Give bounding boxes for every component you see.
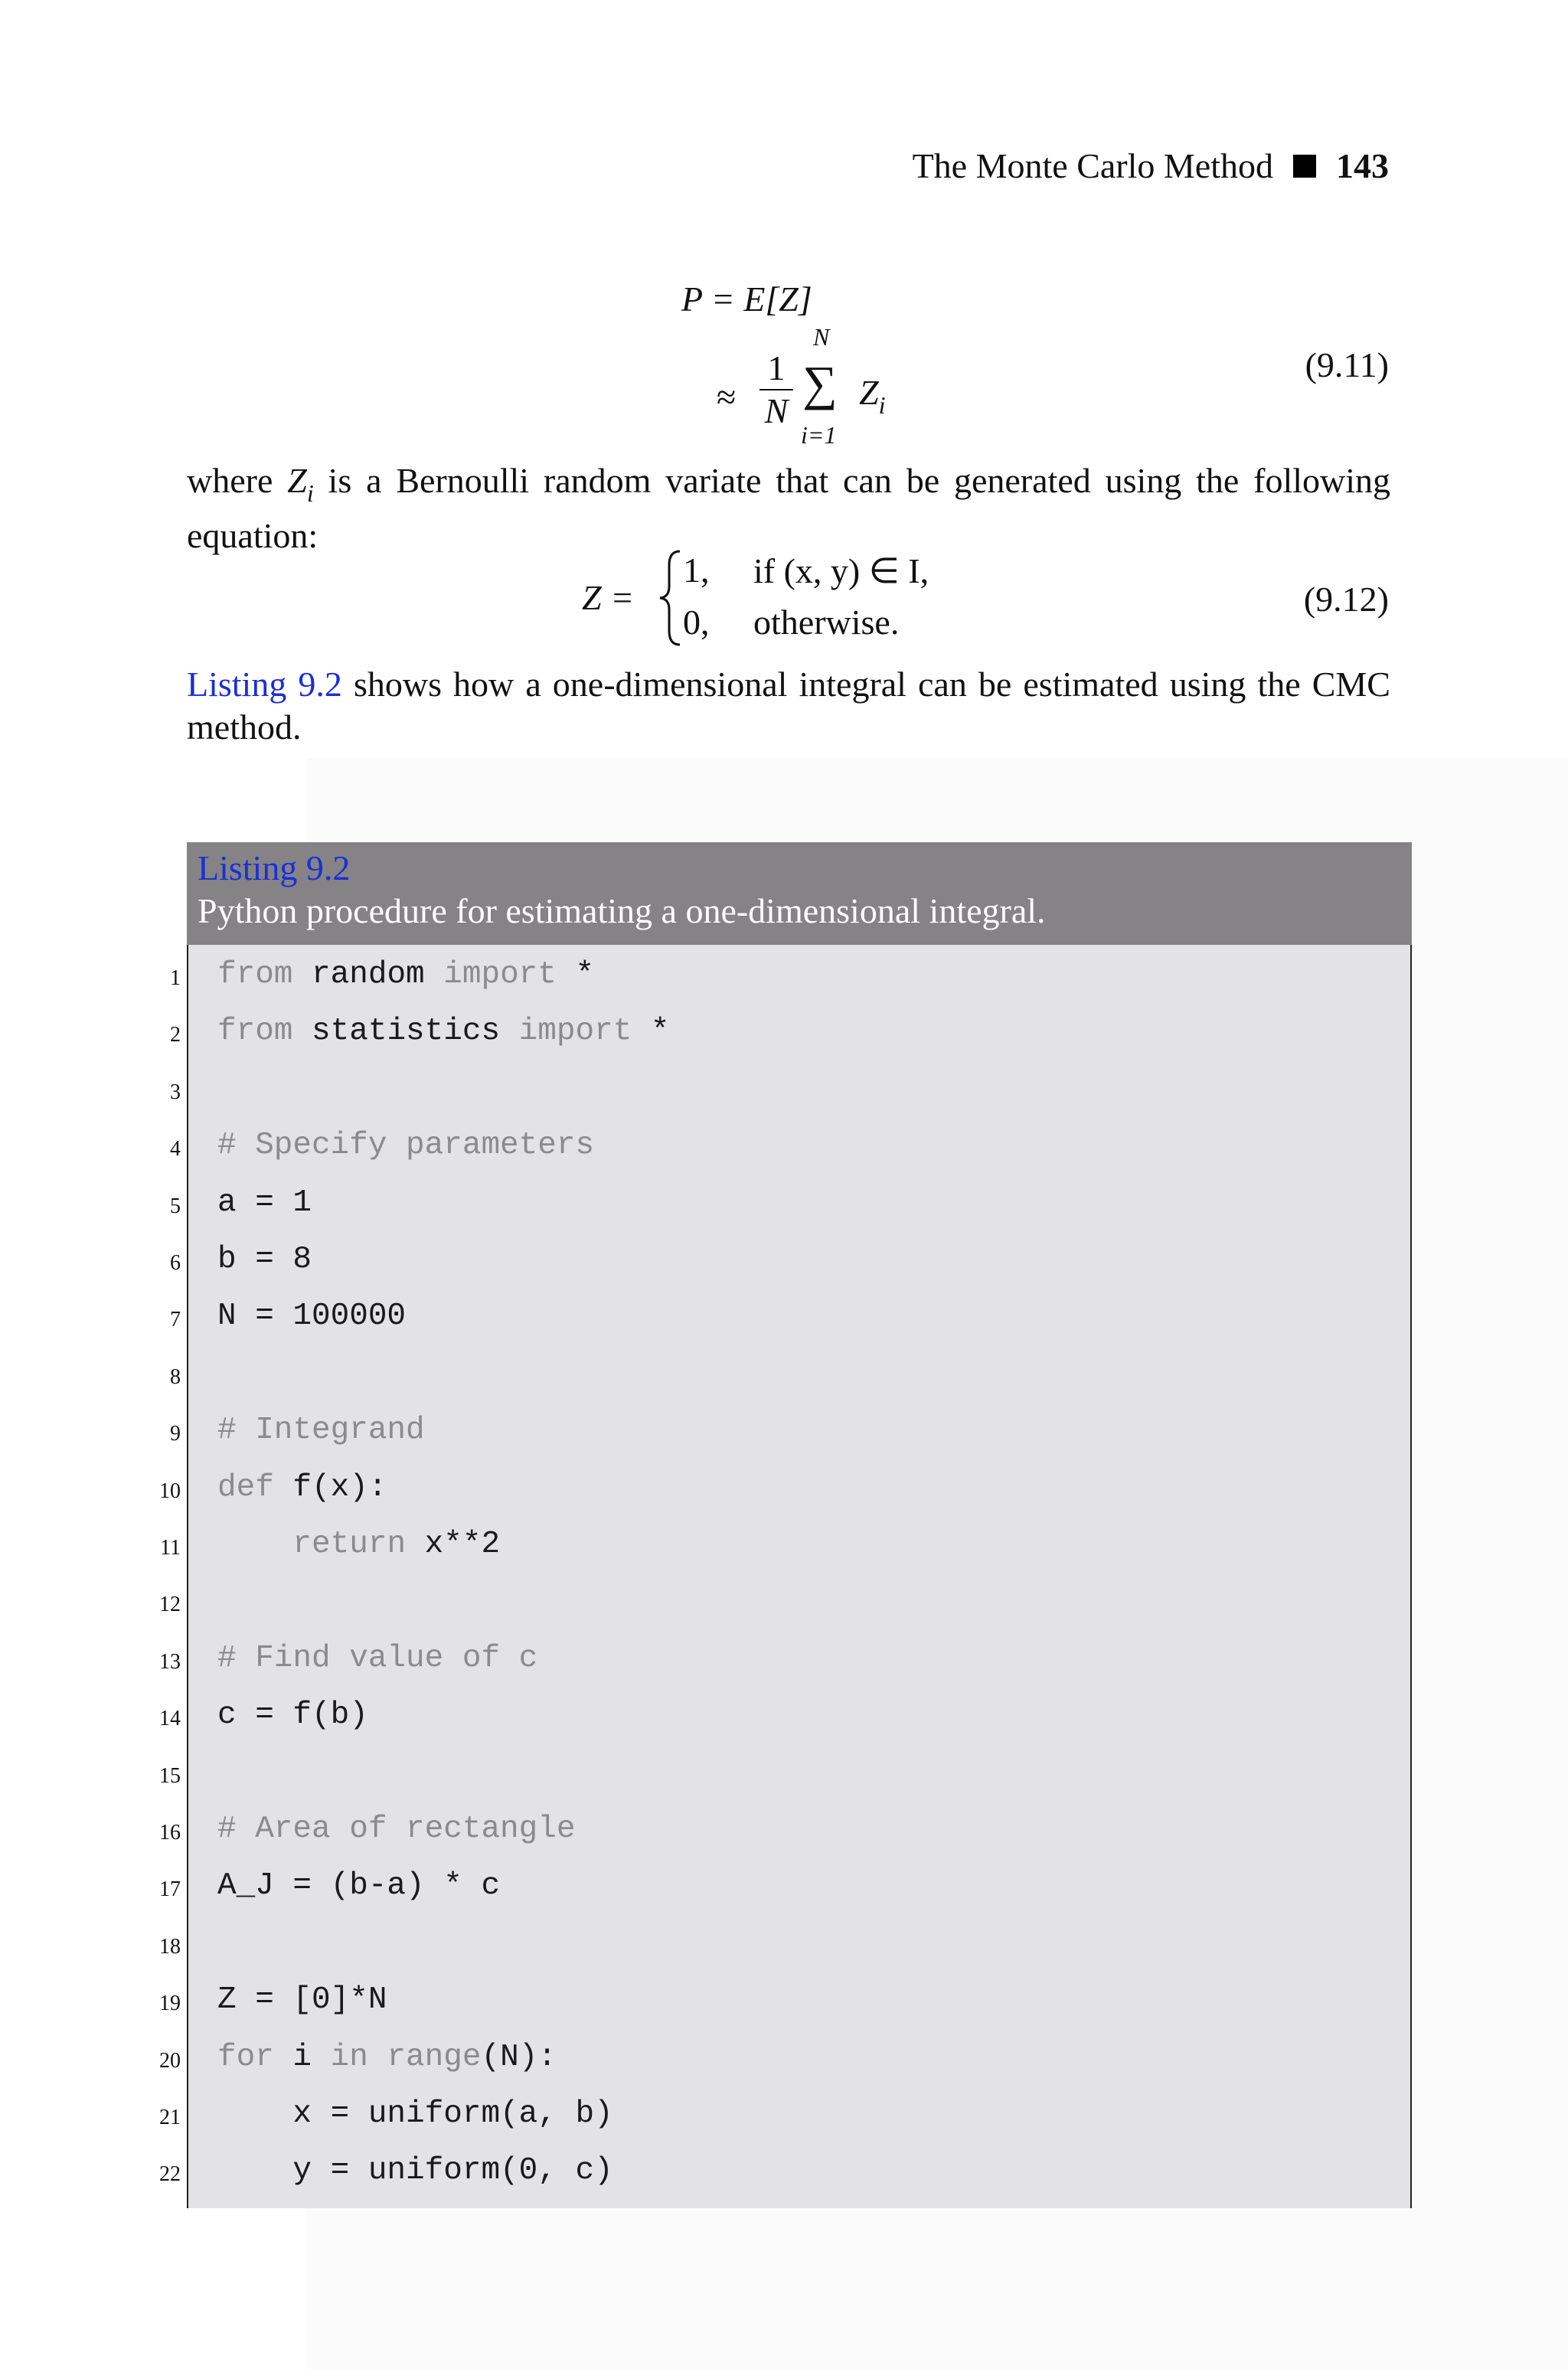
- sum-lower-limit: i=1: [801, 421, 837, 449]
- paragraph-bernoulli: where $Z_i$ is a Bernoulli random variate that can be generated using the following equation:: [187, 461, 1391, 555]
- paragraph-listing-ref: Listing 9.2 shows how a one-dimensional integral can be estimated using the CMC method.: [187, 665, 1390, 747]
- code-text: [217, 1470, 387, 1505]
- line-number: 8: [170, 1364, 181, 1389]
- code-line: [188, 1292, 1413, 1349]
- code-token: *: [632, 1014, 670, 1050]
- code-token: y = uniform(0, c): [217, 2153, 613, 2189]
- case-2: 0, otherwise.: [683, 603, 900, 642]
- line-number: 21: [159, 2106, 181, 2129]
- code-keyword: from: [217, 1014, 293, 1050]
- equation-9-11-line1: P = E[Z]: [681, 279, 812, 319]
- line-number: 12: [159, 1593, 181, 1617]
- code-line: [188, 1862, 1413, 1919]
- code-keyword: def: [217, 1469, 274, 1505]
- code-token: statistics: [292, 1014, 519, 1050]
- sum-symbol: ∑: [802, 356, 838, 410]
- code-token: x = uniform(a, b): [217, 2096, 613, 2132]
- sum-term: $Z_i$: [859, 373, 886, 419]
- listing-link[interactable]: Listing 9.2: [187, 665, 342, 704]
- code-token: [368, 2040, 387, 2075]
- code-line: [188, 1635, 1413, 1691]
- line-number: 2: [170, 1023, 181, 1047]
- code-token: (N):: [481, 2039, 557, 2075]
- code-comment: # Find value of c: [217, 1640, 538, 1676]
- fraction: [760, 349, 793, 430]
- equation-number-9-11: (9.11): [1305, 345, 1389, 384]
- code-line: [188, 1179, 1413, 1236]
- code-line: [188, 1407, 1413, 1463]
- code-token: Z = [0]*N: [217, 1982, 387, 2018]
- code-text: [217, 1641, 537, 1676]
- code-token: c = f(b): [217, 1698, 368, 1733]
- code-text: [217, 2096, 613, 2132]
- code-token: f(x):: [273, 1469, 387, 1505]
- code-token: *: [556, 957, 595, 992]
- sum-upper-limit: N: [813, 323, 830, 351]
- line-number: 19: [159, 1992, 181, 2016]
- running-header: [913, 145, 1389, 186]
- code-keyword: in: [330, 2039, 368, 2075]
- fraction-bar: [760, 389, 793, 390]
- code-keyword: import: [518, 1014, 632, 1050]
- fraction-numerator: 1: [767, 348, 786, 387]
- line-number: 16: [159, 1821, 181, 1845]
- code-text: [217, 1413, 425, 1448]
- code-text: [217, 1868, 500, 1903]
- line-number: 5: [170, 1194, 181, 1218]
- line-number: 10: [159, 1479, 181, 1503]
- case-1: 1, if (x, y) ∈ I,: [683, 551, 929, 590]
- code-token: a = 1: [217, 1184, 312, 1220]
- code-keyword: import: [443, 957, 557, 992]
- code-line: [188, 1122, 1413, 1178]
- code-text: [217, 2153, 613, 2188]
- equation-number-9-12: (9.12): [1303, 580, 1389, 619]
- code-line: [188, 1065, 1413, 1122]
- code-line: [188, 1691, 1413, 1748]
- approx-symbol: ≈: [717, 377, 737, 417]
- code-line: [188, 1464, 1413, 1521]
- line-number: 22: [159, 2162, 181, 2187]
- code-text: [217, 1698, 368, 1733]
- code-text: [217, 1014, 670, 1049]
- code-line: [188, 1521, 1413, 1577]
- code-text: [217, 1527, 500, 1562]
- line-number: 9: [170, 1422, 181, 1446]
- code-line: [188, 1805, 1413, 1862]
- code-keyword: range: [387, 2039, 482, 2075]
- running-title: The Monte Carlo Method: [912, 146, 1273, 185]
- code-text: [217, 1242, 312, 1277]
- code-line: [188, 2147, 1413, 2204]
- line-number: 6: [170, 1251, 181, 1275]
- code-line: [188, 1350, 1413, 1407]
- code-text: [217, 1299, 406, 1334]
- code-line: [188, 1920, 1413, 1976]
- page-number: 143: [1336, 146, 1389, 185]
- line-number: 11: [160, 1536, 181, 1560]
- code-keyword: return: [292, 1527, 407, 1562]
- listing-title[interactable]: Listing 9.2: [198, 848, 351, 887]
- code-line: [188, 951, 1413, 1008]
- code-text: [217, 1185, 312, 1220]
- code-line: [188, 1976, 1413, 2033]
- code-line: [188, 1749, 1413, 1805]
- code-token: N = 100000: [217, 1299, 407, 1335]
- code-text: [217, 2040, 557, 2075]
- fraction-denominator: N: [764, 391, 789, 430]
- line-number: 18: [159, 1934, 181, 1959]
- code-token: b = 8: [217, 1242, 312, 1277]
- code-text: [217, 1128, 594, 1163]
- line-number: 13: [159, 1649, 181, 1674]
- line-number: 20: [159, 2048, 181, 2073]
- code-line: [188, 1008, 1413, 1064]
- code-token: [217, 1527, 292, 1562]
- line-number: 15: [159, 1763, 181, 1788]
- code-token: x**2: [406, 1527, 501, 1562]
- code-comment: # Specify parameters: [217, 1128, 595, 1164]
- line-number: 14: [159, 1707, 181, 1731]
- code-comment: # Integrand: [217, 1413, 425, 1449]
- listing-header: [187, 842, 1412, 945]
- code-keyword: for: [217, 2039, 274, 2075]
- code-keyword: from: [217, 957, 293, 992]
- code-token: A_J = (b-a) * c: [217, 1868, 501, 1904]
- code-line: [188, 2090, 1413, 2147]
- line-number: 17: [159, 1877, 181, 1902]
- listing-caption: Python procedure for estimating a one-dimensional integral.: [198, 891, 1046, 930]
- code-text: [217, 1812, 575, 1847]
- code-token: random: [292, 957, 444, 992]
- code-token: i: [273, 2039, 331, 2075]
- line-number: 3: [170, 1080, 181, 1104]
- line-number: 7: [170, 1308, 181, 1332]
- black-square-icon: [1293, 155, 1316, 178]
- code-line: [188, 2034, 1413, 2090]
- line-number: 4: [170, 1137, 181, 1162]
- code-comment: # Area of rectangle: [217, 1812, 576, 1847]
- listing-body: [187, 945, 1412, 2208]
- equation-9-12-lhs: Z =: [582, 578, 635, 617]
- code-listing: [159, 842, 1412, 2208]
- code-text: [217, 957, 594, 992]
- code-text: [217, 1982, 387, 2018]
- code-line: [188, 1236, 1413, 1292]
- code-line: [188, 1577, 1413, 1634]
- line-number: 1: [170, 966, 181, 990]
